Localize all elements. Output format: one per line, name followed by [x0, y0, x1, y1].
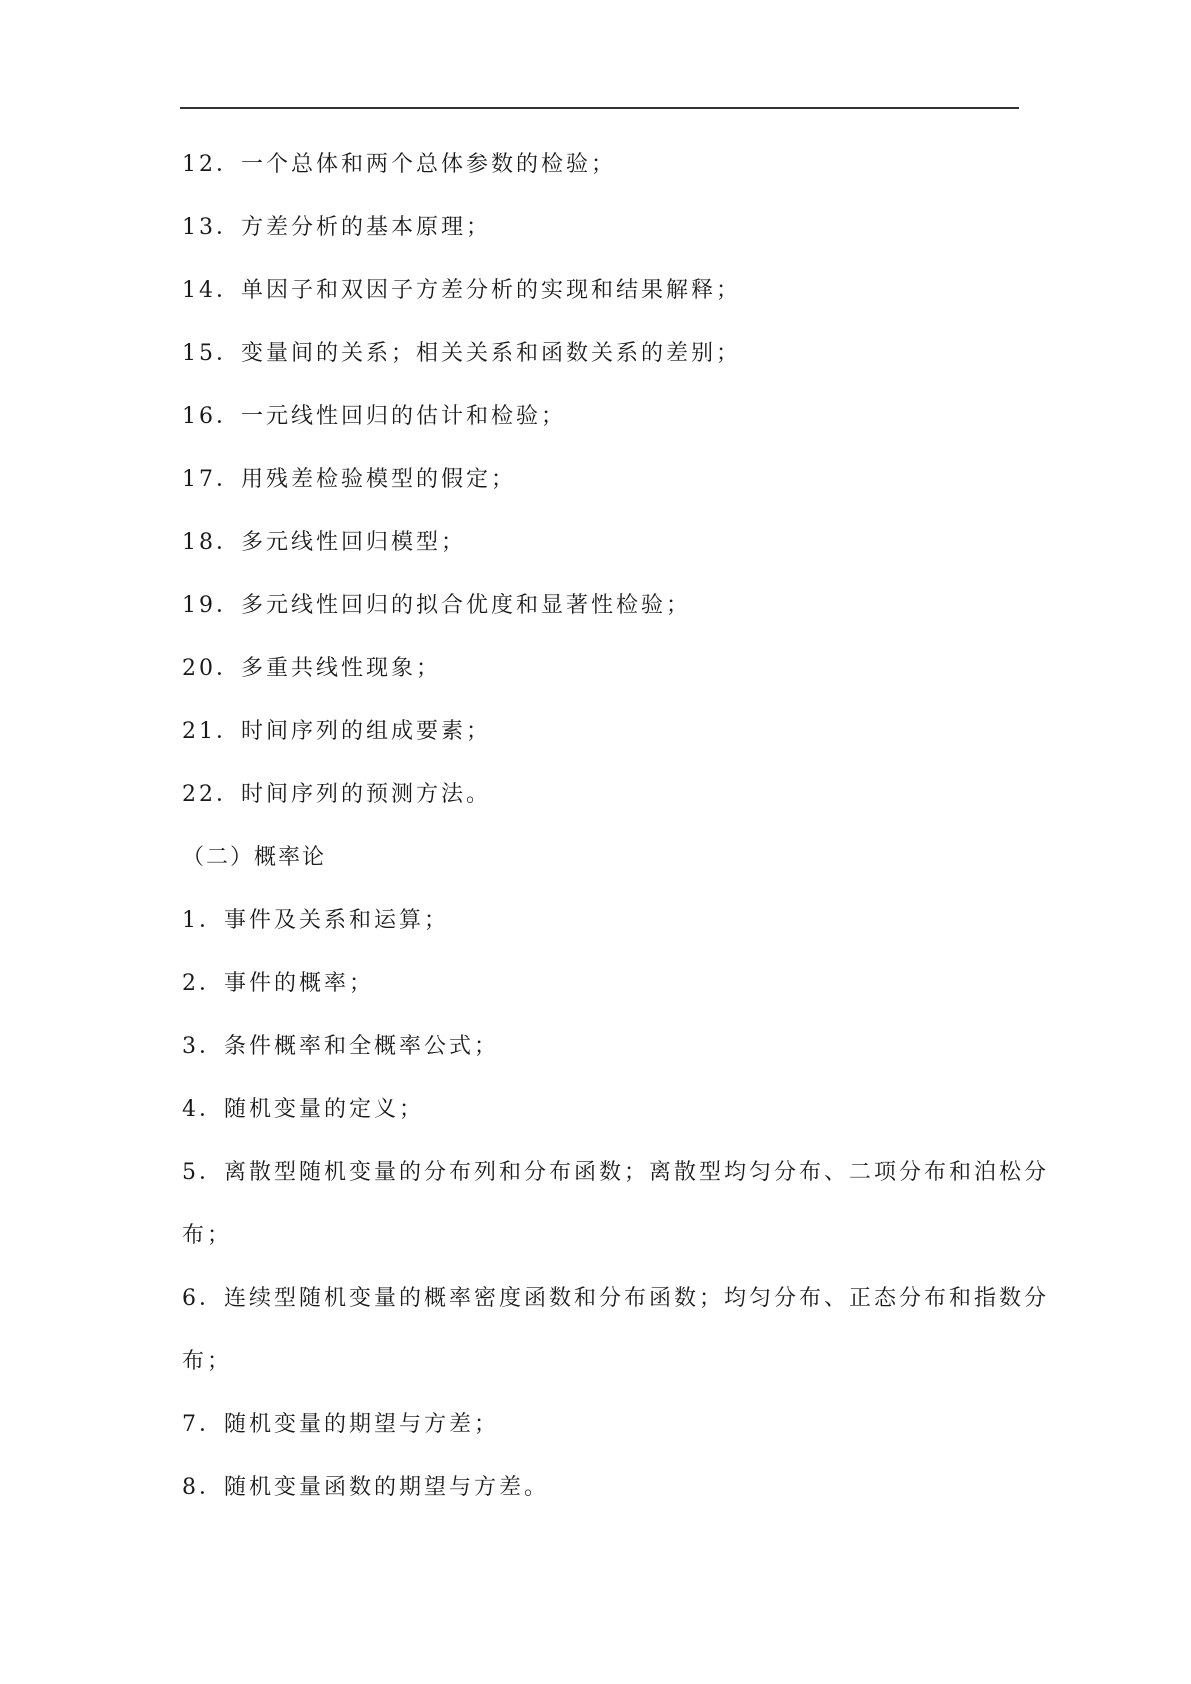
list-item: 13．方差分析的基本原理； [182, 215, 491, 240]
list-item-line: 6．连续型随机变量的概率密度函数和分布函数；均匀分布、正态分布和指数分 [182, 1286, 1049, 1311]
list-item: 18．多元线性回归模型； [182, 530, 466, 555]
list-item-line-continued: 布； [182, 1223, 233, 1248]
list-item: 14．单因子和双因子方差分析的实现和结果解释； [182, 278, 741, 303]
list-item: 16．一元线性回归的估计和检验； [182, 404, 566, 429]
list-item: 2．事件的概率； [182, 971, 374, 996]
list-item: 20．多重共线性现象； [182, 656, 441, 681]
list-item: 8．随机变量函数的期望与方差。 [182, 1475, 549, 1500]
list-item: 17．用残差检验模型的假定； [182, 467, 516, 492]
section-heading: （二）概率论 [182, 845, 327, 870]
list-item: 1．事件及关系和运算； [182, 908, 449, 933]
list-item: 12．一个总体和两个总体参数的检验； [182, 152, 616, 177]
list-item: 4．随机变量的定义； [182, 1097, 424, 1122]
list-item: 15．变量间的关系；相关关系和函数关系的差别； [182, 341, 741, 366]
document-body [182, 148, 1049, 1534]
list-item: 7．随机变量的期望与方差； [182, 1412, 499, 1437]
list-item: 21．时间序列的组成要素； [182, 719, 491, 744]
list-item-line-continued: 布； [182, 1349, 233, 1374]
list-item: 22．时间序列的预测方法。 [182, 782, 491, 807]
list-item-line: 5．离散型随机变量的分布列和分布函数；离散型均匀分布、二项分布和泊松分 [182, 1160, 1049, 1185]
header-rule [180, 107, 1019, 109]
list-item: 19．多元线性回归的拟合优度和显著性检验； [182, 593, 691, 618]
list-item: 3．条件概率和全概率公式； [182, 1034, 499, 1059]
